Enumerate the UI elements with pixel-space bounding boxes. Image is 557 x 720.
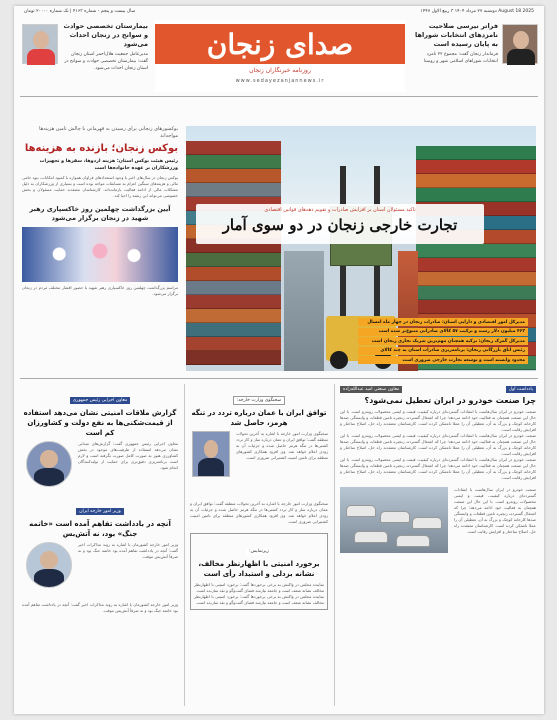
masthead-right-body: فرماندار زنجان گفت: مجموع ۲۲ نامزد انتخابات شوراهای اسلامی شهر و روستا (423, 52, 498, 64)
column-divider (334, 384, 335, 706)
auto-headline: چرا صنعت خودرو در ایران تعطیل نمی‌شود؟ (364, 396, 536, 405)
hormuz-headline: توافق ایران با عمان درباره تردد در تنگه هرمز، حاصل شد (191, 409, 327, 427)
masthead-left-headline: بیمارستان تخصصی حوادث و سوانح در زنجان احداث می‌شود (63, 22, 148, 48)
politics-tag: معاون اجرایی رئیس جمهوری (70, 397, 131, 404)
foreign-ministry-column[interactable] (190, 386, 328, 610)
opinion-body-continued: نماینده مجلس در واکنش به برخی برخوردها گفت: برخورد امنیتی با اظهارنظر مخالف نشانه ضعف است و جامعه نیازمند فضای گفت‌وگو و نقد سازنده است. (194, 594, 324, 605)
hero-bullets (358, 318, 528, 366)
masthead (20, 20, 538, 92)
fm-body: وزیر امور خارجه کشورمان با اشاره به روند مذاکرات اخیر گفت: آنچه در یادداشت تفاهم آمده بود خاتمه جنگ بود و نه صرفاً آتش‌بس موقت. (78, 542, 178, 559)
auto-industry-column[interactable] (340, 386, 536, 559)
vp-portrait (26, 441, 72, 487)
fm-headline: آنچه در بادداشت تفاهم آمده است «خاتمه جنگ» بود، نه آتش‌بس (29, 520, 171, 538)
opinion-body: نماینده مجلس در واکنش به برخی برخوردها گفت: برخورد امنیتی با اظهارنظر مخالف نشانه ضعف است و جامعه نیازمند فضای گفت‌وگو و نقد سازنده است. (194, 582, 324, 593)
column-divider (184, 384, 185, 706)
boxing-lead: رئیس هیئت بوکس استان: هزینه اردوها، سفرها و تجهیزات ورزشکاران بر عهده خانواده‌ها است (39, 159, 178, 171)
boxing-kicker: بوکسورهای زنجانی برای رسیدن به قهرمانی با چالش تامین هزینه‌ها مواجه‌اند (39, 126, 178, 139)
masthead-right-headline: فراتر نیرسی صلاحیت نامزدهای انتخابات شوراها به پایان رسیده است (415, 22, 498, 48)
politics-column[interactable] (22, 386, 178, 614)
fm-portrait (26, 542, 72, 588)
boxing-body: بوکس زنجان در سال‌های اخیر با وجود استعدادهای فراوان همواره با کمبود امکانات، نبود حامی مالی و هزینه‌های سنگین اعزام به مسابقات مواجه بوده است و بسیاری از ورزشکاران به دلیل مشکلات مالی از ادامه فعالیت بازمانده‌اند. کارشناسان معتقدند حمایت مسئولان و بخش خصوصی می‌تواند این رشته را احیا کند. (22, 175, 178, 198)
editorial-tag: یادداشت اول (506, 386, 536, 393)
hero-bullet: ۴۶۲ میلیون دلار رسید و ترکیب ۵۷ کالای صادراتی متنوع‌تر شده است (358, 328, 528, 336)
author-tag: معاون صنعتی امید عبدالله‌زاده (340, 386, 402, 393)
hormuz-body: سخنگوی وزارت امور خارجه با اشاره به آخرین تحولات منطقه گفت: توافق ایران و عمان درباره ساز و کار تردد کشتی‌ها در تنگه هرمز حاصل شده و جزئیات آن به زودی اعلام خواهد شد. وی افزود همکاری کشورهای منطقه برای تامین امنیت کشتیرانی ضروری است. (236, 431, 328, 460)
spokesman-tag: سخنگوی وزارت خارجه: (233, 396, 285, 405)
auto-body-3: صنعت خودرو در ایران سال‌هاست با انتقادات گسترده‌ای درباره کیفیت، قیمت و ایمنی محصولات روبه‌رو است. با این حال این صنعت همچنان به فعالیت خود ادامه می‌دهد؛ چرا که اشتغال گسترده، زنجیره تامین قطعات و وابستگی صدها کارخانه کوچک و بزرگ به آن، تعطیلی آن را عملا ناممکن کرده است. کارشناسان معتقدند راه حل، اصلاح ساختار و افزایش رقابت است. (340, 457, 536, 480)
masthead-left-story[interactable] (20, 20, 148, 92)
top-bar (14, 6, 544, 16)
date-line: دوشنبه ۲۷ مرداد ۱۴۰۴ ۳ ربیع الاول ۱۴۴۷ August 18 2025 (420, 8, 534, 14)
logo-subtitle: روزنامه خبرنگاران زنجان (249, 67, 311, 74)
memorial-photo (22, 227, 178, 282)
masthead-right-story[interactable] (410, 20, 538, 92)
auto-body-4: صنعت خودرو در ایران سال‌هاست با انتقادات گسترده‌ای درباره کیفیت، قیمت و ایمنی محصولات روبه‌رو است. با این حال این صنعت همچنان به فعالیت خود ادامه می‌دهد؛ چرا که اشتغال گسترده، زنجیره تامین قطعات و وابستگی صدها کارخانه کوچک و بزرگ به آن، تعطیلی آن را عملا ناممکن کرده است. کارشناسان معتقدند راه حل، اصلاح ساختار و افزایش رقابت است. (454, 487, 536, 534)
opinion-headline: برخورد امنیتی با اظهارنظر مخالف، نشانه بزدلی و استبداد رأی است (198, 560, 320, 578)
masthead-divider (20, 96, 538, 97)
hormuz-body-continued: سخنگوی وزارت امور خارجه با اشاره به آخرین تحولات منطقه گفت: توافق ایران و عمان درباره ساز و کار تردد کشتی‌ها در تنگه هرمز حاصل شده و جزئیات آن به زودی اعلام خواهد شد. وی افزود همکاری کشورهای منطقه برای تامین امنیت کشتیرانی ضروری است. (190, 501, 328, 524)
boxing-story[interactable] (22, 126, 178, 297)
issue-info: سال بیست و پنجم - شماره ۴۱۶۳ | تک شماره ۲۰۰۰۰ تومان (24, 8, 136, 14)
auto-body-2: صنعت خودرو در ایران سال‌هاست با انتقادات گسترده‌ای درباره کیفیت، قیمت و ایمنی محصولات روبه‌رو است. با این حال این صنعت همچنان به فعالیت خود ادامه می‌دهد؛ چرا که اشتغال گسترده، زنجیره تامین قطعات و وابستگی صدها کارخانه کوچک و بزرگ به آن، تعطیلی آن را عملا ناممکن کرده است. کارشناسان معتقدند راه حل، اصلاح ساختار و افزایش رقابت است. (340, 433, 536, 456)
opinion-box[interactable] (190, 533, 328, 610)
memorial-caption: مراسم بزرگداشت چهلمین روز خاکسپاری رهبر شهید با حضور اقشار مختلف مردم در زنجان برگزار می‌شود. (22, 285, 178, 296)
website-url[interactable]: www.sedayezanjannews.ir (235, 78, 325, 84)
hero-headline: تجارت خارجی زنجان در دو سوی آمار (222, 216, 458, 234)
hero-kicker: تاکید مسئولان استان بر افزایش صادرات و تقویم دهه‌های قوانین اقتصادی (264, 207, 416, 213)
masthead-left-body: مدیرعامل جمعیت هلال‌احمر استان زنجان گفت: بیمارستان تخصصی حوادث و سوانح در استان زنجان احداث می‌شود. (64, 52, 148, 71)
fm-tag: وزیر امور خارجه ایران (76, 508, 124, 515)
distant-containers (284, 251, 324, 371)
doctor-portrait (22, 24, 58, 64)
fm-body-continued: وزیر امور خارجه کشورمان با اشاره به روند مذاکرات اخیر گفت: آنچه در یادداشت تفاهم آمده بود خاتمه جنگ بود و نه صرفاً آتش‌بس موقت. (22, 602, 178, 613)
hero-photo[interactable] (186, 126, 536, 371)
auto-body: صنعت خودرو در ایران سال‌هاست با انتقادات گسترده‌ای درباره کیفیت، قیمت و ایمنی محصولات روبه‌رو است. با این حال این صنعت همچنان به فعالیت خود ادامه می‌دهد؛ چرا که اشتغال گسترده، زنجیره تامین قطعات و وابستگی صدها کارخانه کوچک و بزرگ به آن، تعطیلی آن را عملا ناممکن کرده است. کارشناسان معتقدند راه حل، اصلاح ساختار و افزایش رقابت است. (340, 409, 536, 432)
politics-headline: گزارش ملاقات امنیتی نشان می‌دهد استفاده از قیمت‌شکنی‌ها به نفع دولت و کشاورزان کم است (23, 409, 177, 437)
hero-bullet: محدود وابسته است و توسعه تجارت خارجی ضروری است (358, 356, 528, 364)
car-factory-photo (340, 487, 448, 553)
newspaper-logo: صدای زنجان (206, 28, 354, 61)
opinion-tag: زیرنمایش: (246, 548, 272, 555)
section-divider (20, 378, 538, 379)
politics-body: معاون اجرایی رئیس جمهوری گفت: گزارش‌های میدانی نشان می‌دهد استفاده از ظرفیت‌های موجود در بخش کشاورزی هنوز به صورت کامل صورت نگرفته است و لازم است برنامه‌ریزی دقیق‌تری برای حمایت از تولیدکنندگان انجام شود. (78, 441, 178, 470)
spokesman-portrait (192, 431, 230, 477)
hero-headline-box[interactable] (196, 204, 484, 244)
official-portrait (502, 24, 538, 64)
newspaper-page (14, 6, 544, 714)
container-stack-left (186, 141, 281, 371)
hero-bullet: رئیس اتاق بازرگانی زنجان: برنامه‌ریزی صادرات استان به چند کالای (358, 347, 528, 355)
hero-bullet: مدیرکل گمرک زنجان: ترکیه همچنان مهم‌ترین شریک تجاری زنجان است (358, 337, 528, 345)
memorial-headline: آیین بزرگداشت چهلمین روز خاکسپاری رهبر شهید در زنجان برگزار می‌شود (29, 205, 171, 222)
hero-bullet: مدیرکل امور اقتصادی و دارایی استان: صادرات زنجان در چهار ماه امسال (358, 318, 528, 326)
boxing-headline: بوکس زنجان؛ بازنده به هزینه‌ها (24, 143, 178, 154)
